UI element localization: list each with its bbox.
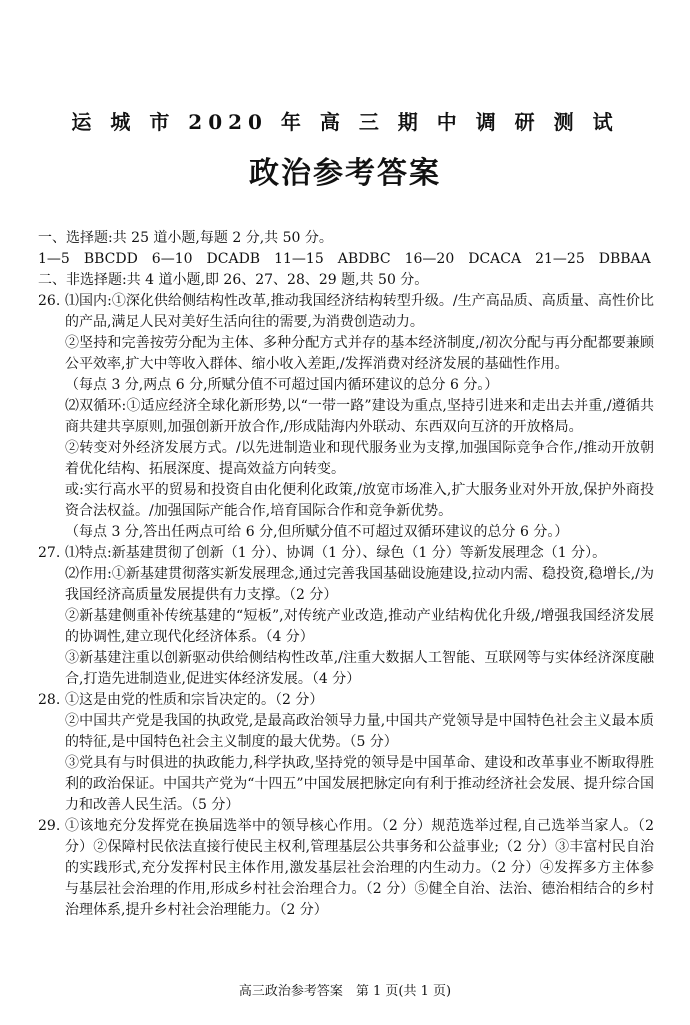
q26-part1-domestic: ⑴国内:①深化供给侧结构性改革,推动我国经济结构转型升级。/生产高品质、高质量、高性价比的产品,满足人民对美好生活向往的需要,为消费创造动力。 — [65, 293, 654, 330]
question-26 — [38, 291, 654, 543]
q28-point-1: ①这是由党的性质和宗旨决定的。（2 分） — [65, 692, 324, 708]
q28-point-2: ②中国共产党是我国的执政党,是最高政治领导力量,中国共产党领导是中国特色社会主义最本质的特征,是中国特色社会主义制度的最大优势。（5 分） — [65, 713, 654, 750]
page-footer: 高三政治参考答案 第 1 页(共 1 页) — [238, 984, 452, 999]
section1-heading: 一、选择题:共 25 道小题,每题 2 分,共 50 分。 — [38, 230, 333, 246]
choice-answers: 1—5 BBCDD 6—10 DCADB 11—15 ABDBC 16—20 DCACA 21—25 DBBAA — [38, 251, 651, 267]
q29-answer: ①该地充分发挥党在换届选举中的领导核心作用。（2 分）规范选举过程,自己选举当家人。（2 分）②保障村民依法直接行使民主权利,管理基层公共事务和公益事业;（2 分）③丰富村民自治的实践形式,充分发挥村民主体作用,激发基层社会治理的内生动力。（2 分）④发挥多方主体参与基层社会治理的作用,形成乡村社会治理合力。（2 分）⑤健全自治、法治、德治相结合的乡村治理体系,提升乡村社会治理能力。（2 分） — [65, 818, 654, 918]
question-29 — [38, 816, 654, 921]
q26-part1-scoring: （每点 3 分,两点 6 分,所赋分值不可超过国内循环建议的总分 6 分。） — [65, 377, 499, 393]
q27-effect-3: ③新基建注重以创新驱动供给侧结构性改革,/注重大数据人工智能、互联网等与实体经济深度融合,打造先进制造业,促进实体经济发展。（4 分） — [65, 650, 654, 687]
question-27 — [38, 543, 654, 690]
question-number: 27. — [38, 545, 61, 561]
q27-features: ⑴特点:新基建贯彻了创新（1 分）、协调（1 分）、绿色（1 分）等新发展理念（1 分）。 — [65, 545, 607, 561]
document-subtitle: 政治参考答案 — [249, 156, 441, 191]
q26-part2-point2: ②转变对外经济发展方式。/以先进制造业和现代服务业为支撑,加强国际竞争合作,/推动开放朝着优化结构、拓展深度、提高效益方向转变。 — [65, 440, 654, 477]
question-number: 26. — [38, 293, 61, 309]
q28-point-3: ③党具有与时俱进的执政能力,科学执政,坚持党的领导是中国革命、建设和改革事业不断取得胜利的政治保证。中国共产党为“十四五”中国发展把脉定向有利于推动经济社会发展、提升综合国力和改善人民生活。（5 分） — [65, 755, 654, 813]
q26-part2-alternative: 或:实行高水平的贸易和投资自由化便利化政策,/放宽市场准入,扩大服务业对外开放,保护外商投资合法权益。/加强国际产能合作,培育国际合作和竞争新优势。 — [65, 482, 654, 519]
q26-part1-point2: ②坚持和完善按劳分配为主体、多种分配方式并存的基本经济制度,/初次分配与再分配都要兼顾公平效率,扩大中等收入群体、缩小收入差距,/发挥消费对经济发展的基础性作用。 — [65, 335, 654, 372]
section2-heading: 二、非选择题:共 4 道小题,即 26、27、28、29 题,共 50 分。 — [38, 272, 429, 288]
q27-effect-2: ②新基建侧重补传统基建的“短板”,对传统产业改造,推动产业结构优化升级,/增强我国经济发展的协调性,建立现代化经济体系。（4 分） — [65, 608, 654, 645]
q26-part2-dual-circulation: ⑵双循环:①适应经济全球化新形势,以“一带一路”建设为重点,坚持引进来和走出去并重,/遵循共商共建共享原则,加强创新开放合作,/形成陆海内外联动、东西双向互济的开放格局。 — [65, 398, 654, 435]
q26-part2-scoring: （每点 3 分,答出任两点可给 6 分,但所赋分值不可超过双循环建议的总分 6 分。） — [65, 524, 569, 540]
question-number: 29. — [38, 818, 61, 834]
answer-content — [38, 228, 654, 921]
question-number: 28. — [38, 692, 61, 708]
page-title: 运 城 市 2020 年 高 三 期 中 调 研 测 试 — [71, 110, 619, 134]
q27-effect-1: ⑵作用:①新基建贯彻落实新发展理念,通过完善我国基础设施建设,拉动内需、稳投资,稳增长,/为我国经济高质量发展提供有力支撑。（2 分） — [65, 566, 654, 603]
question-28 — [38, 690, 654, 816]
